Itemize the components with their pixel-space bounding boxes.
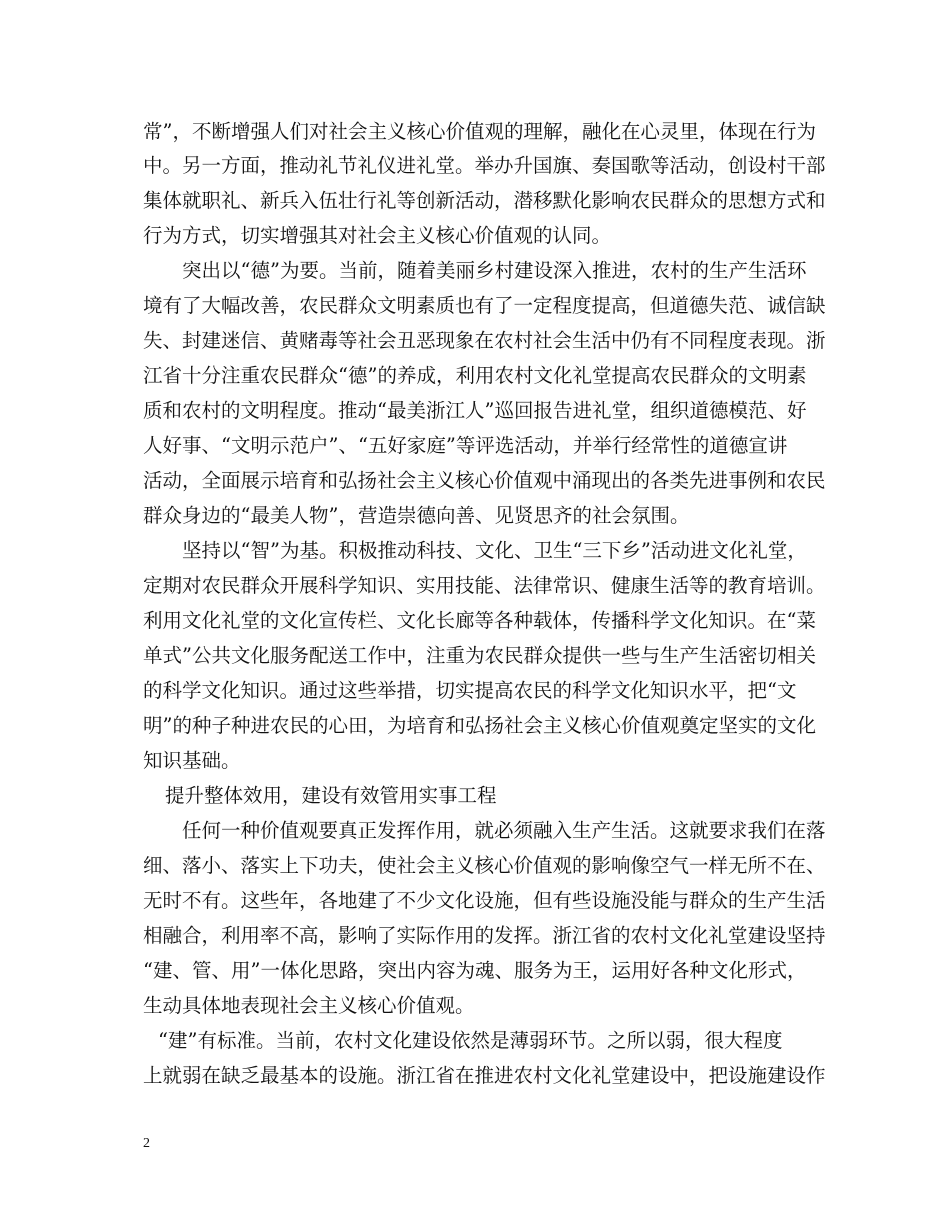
text-line: 任何一种价值观要真正发挥作用，就必须融入生产生活。这就要求我们在落 <box>182 819 826 842</box>
text-line: 定期对农民群众开展科学知识、实用技能、法律常识、健康生活等的教育培训。 <box>143 574 826 597</box>
text-line: 集体就职礼、新兵入伍壮行礼等创新活动，潜移默化影响农民群众的思想方式和 <box>143 189 826 212</box>
text-line: 群众身边的“最美人物”，营造崇德向善、见贤思齐的社会氛围。 <box>143 504 690 527</box>
text-line: 江省十分注重农民群众“德”的养成，利用农村文化礼堂提高农民群众的文明素 <box>143 364 807 387</box>
text-line: “建”有标准。当前，农村文化建设依然是薄弱环节。之所以弱，很大程度 <box>158 1029 783 1052</box>
text-line: “建、管、用”一体化思路，突出内容为魂、服务为王，运用好各种文化形式， <box>143 959 807 982</box>
text-line: 利用文化礼堂的文化宣传栏、文化长廊等各种载体，传播科学文化知识。在“菜 <box>143 609 816 632</box>
text-line: 单式”公共文化服务配送工作中，注重为农民群众提供一些与生产生活密切相关 <box>143 644 816 667</box>
text-line: 生动具体地表现社会主义核心价值观。 <box>143 994 475 1017</box>
text-line: 活动，全面展示培育和弘扬社会主义核心价值观中涌现出的各类先进事例和农民 <box>143 469 826 492</box>
text-line: 细、落小、落实上下功夫，使社会主义核心价值观的影响像空气一样无所不在、 <box>143 854 826 877</box>
page-number: 2 <box>143 1136 150 1151</box>
text-line: 质和农村的文明程度。推动“最美浙江人”巡回报告进礼堂，组织道德模范、好 <box>143 399 807 422</box>
text-line: 人好事、“文明示范户”、“五好家庭”等评选活动，并举行经常性的道德宣讲 <box>143 434 788 457</box>
text-line: 坚持以“智”为基。积极推动科技、文化、卫生“三下乡”活动进文化礼堂， <box>182 539 807 562</box>
text-line: 无时不有。这些年，各地建了不少文化设施，但有些设施没能与群众的生产生活 <box>143 889 826 912</box>
text-line: 的科学文化知识。通过这些举措，切实提高农民的科学文化知识水平，把“文 <box>143 679 797 702</box>
text-line: 提升整体效用，建设有效管用实事工程 <box>165 784 497 807</box>
text-line: 知识基础。 <box>143 749 241 772</box>
text-line: 中。另一方面，推动礼节礼仪进礼堂。举办升国旗、奏国歌等活动，创设村干部 <box>143 154 826 177</box>
text-line: 上就弱在缺乏最基本的设施。浙江省在推进农村文化礼堂建设中，把设施建设作 <box>143 1064 826 1087</box>
text-line: 境有了大幅改善，农民群众文明素质也有了一定程度提高，但道德失范、诚信缺 <box>143 294 826 317</box>
text-line: 相融合，利用率不高，影响了实际作用的发挥。浙江省的农村文化礼堂建设坚持 <box>143 924 826 947</box>
text-line: 明”的种子种进农民的心田，为培育和弘扬社会主义核心价值观奠定坚实的文化 <box>143 714 816 737</box>
text-line: 行为方式，切实增强其对社会主义核心价值观的认同。 <box>143 224 612 247</box>
text-line: 常”，不断增强人们对社会主义核心价值观的理解，融化在心灵里，体现在行为 <box>143 120 816 143</box>
text-line: 失、封建迷信、黄赌毒等社会丑恶现象在农村社会生活中仍有不同程度表现。浙 <box>143 329 826 352</box>
text-line: 突出以“德”为要。当前，随着美丽乡村建设深入推进，农村的生产生活环 <box>182 259 807 282</box>
